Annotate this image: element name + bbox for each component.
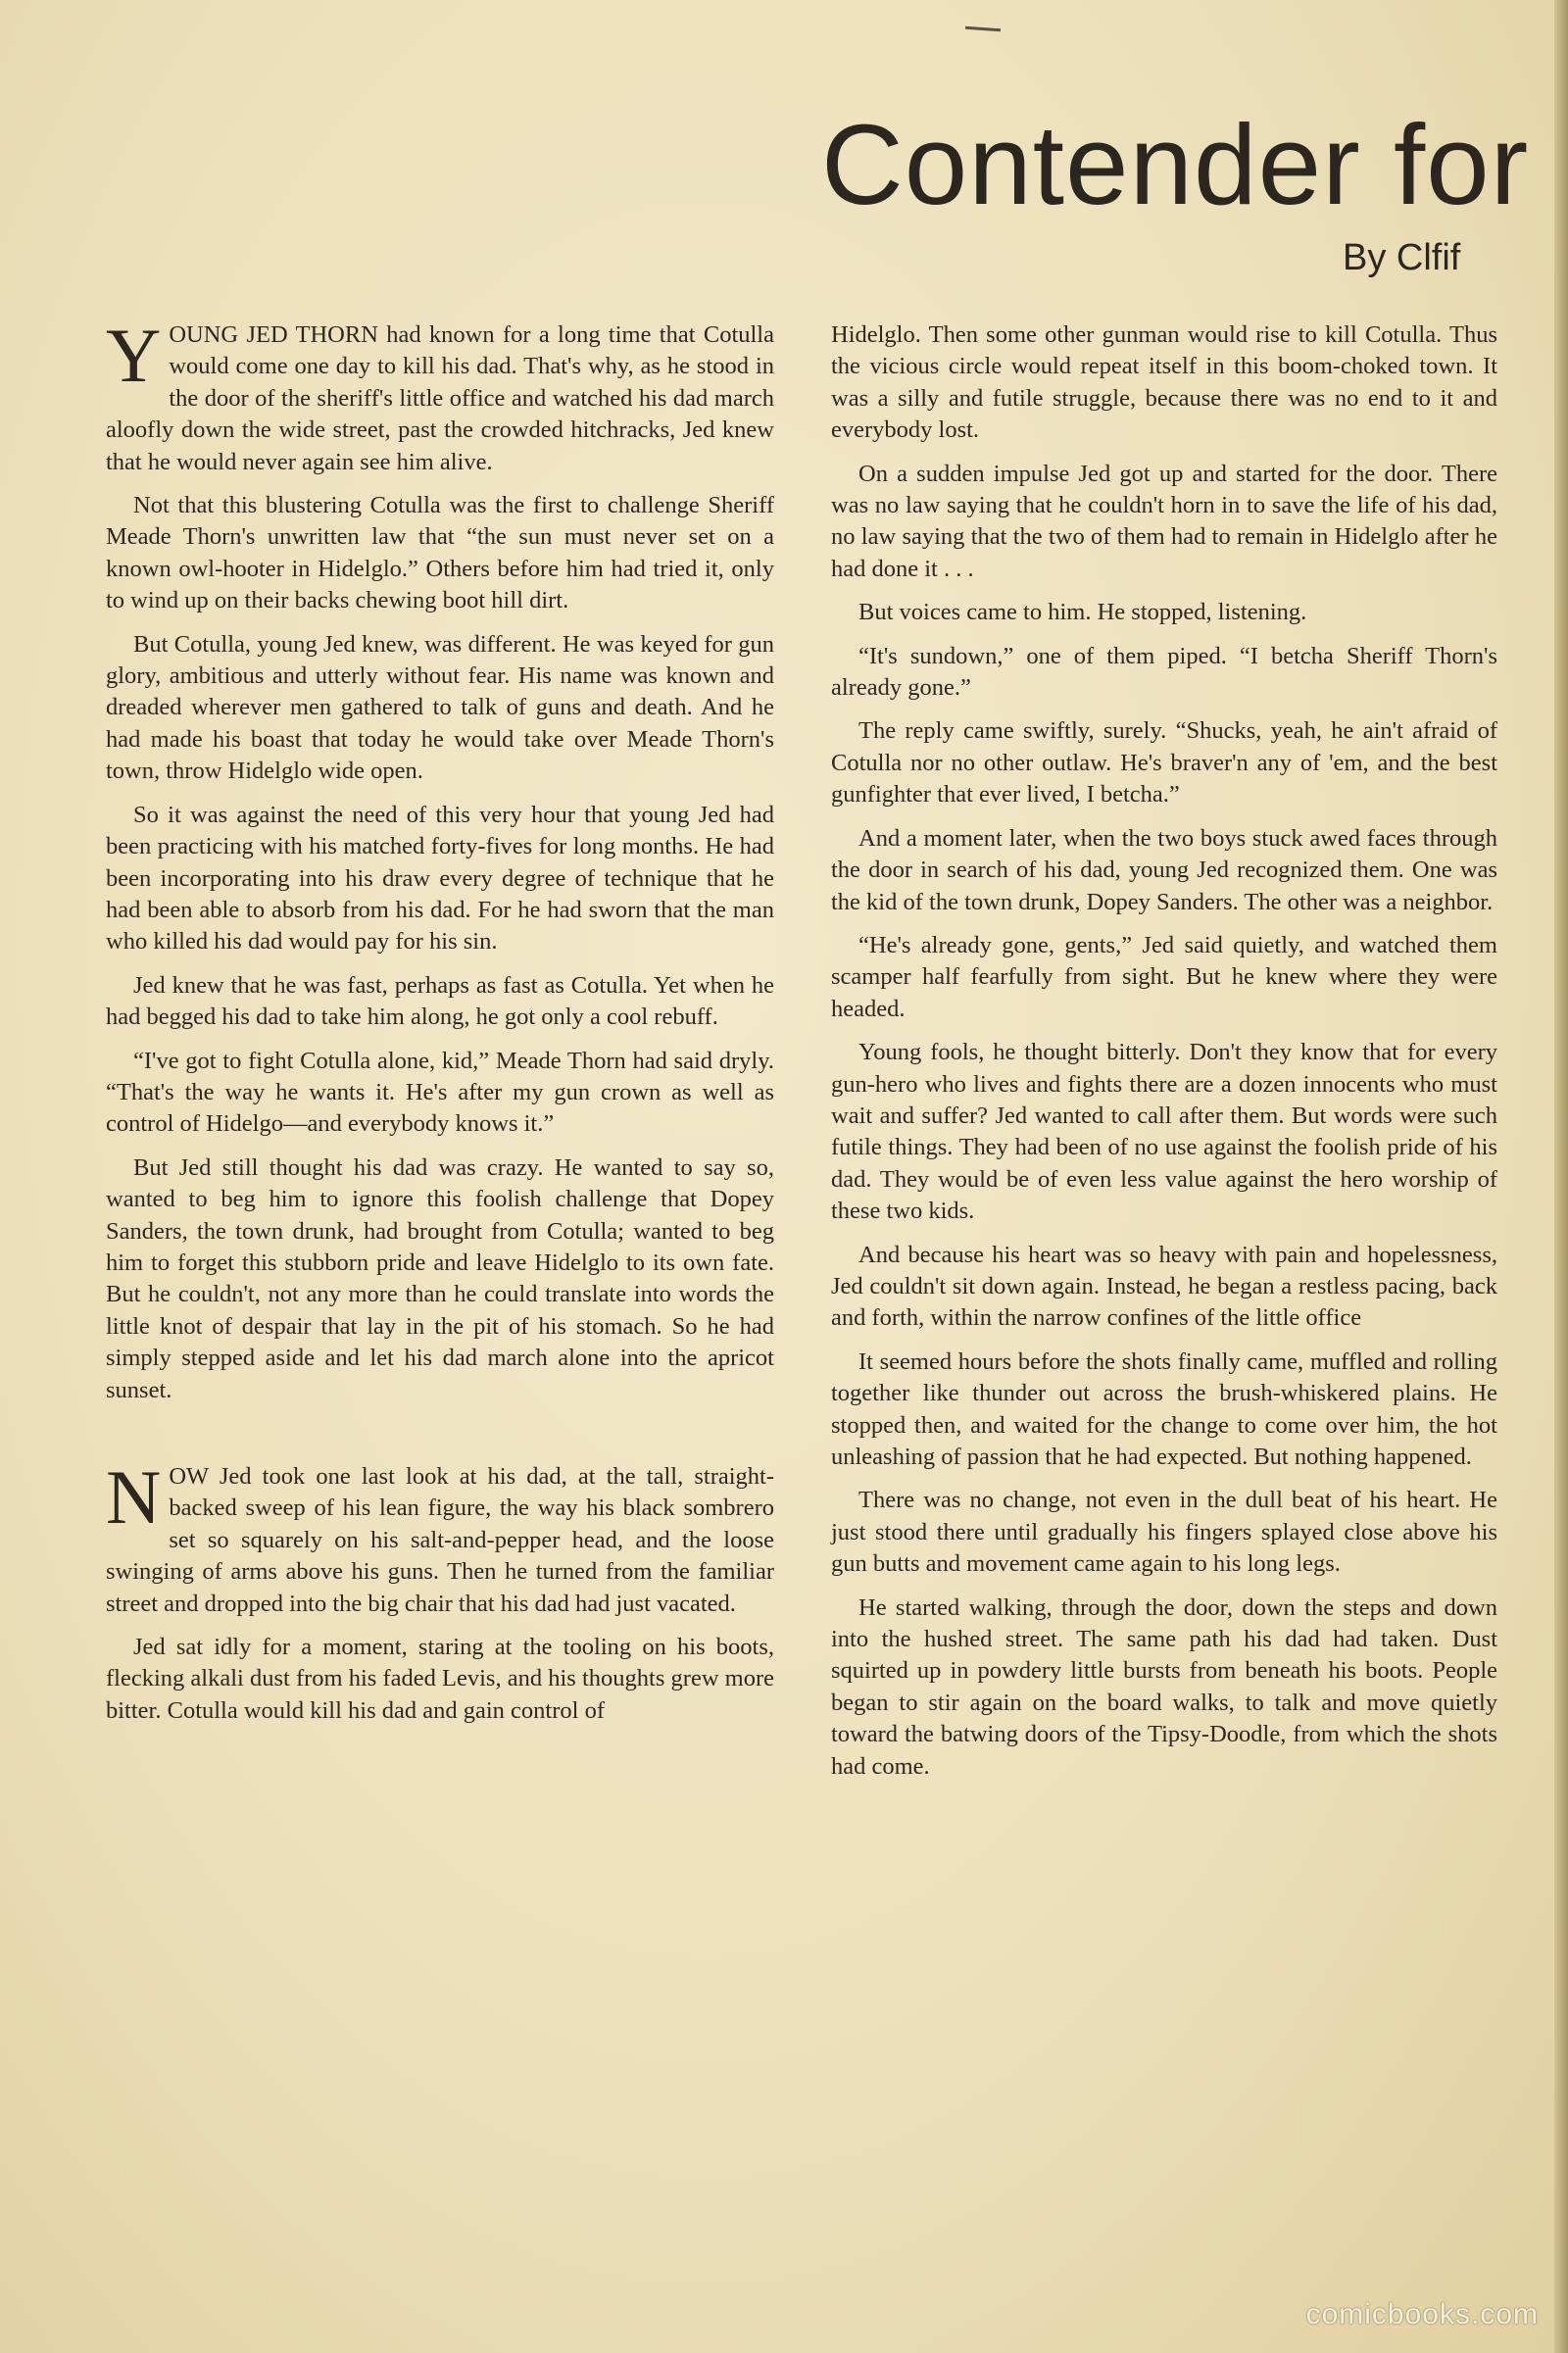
paragraph: But Cotulla, young Jed knew, was different. He was keyed for gun glory, ambitious and utterly without fear. His name was known and dreaded wherever men gathered to talk of guns and death. And he had made his boast that today he would take over Meade Thorn's town, throw Hidelglo wide open. <box>106 630 774 785</box>
paragraph: The reply came swiftly, surely. “Shucks, yeah, he ain't afraid of Cotulla nor no other outlaw. He's braver'n any of 'em, and the best gunfighter that ever lived, I betcha.” <box>831 717 1497 809</box>
paragraph: “I've got to fight Cotulla alone, kid,” Meade Thorn had said dryly. “That's the way he wants it. He's after my gun crown as well as control of Hidelgo—and everybody knows it.” <box>106 1047 774 1138</box>
paragraph: “It's sundown,” one of them piped. “I betcha Sheriff Thorn's already gone.” <box>831 642 1497 702</box>
drop-cap: Y <box>106 313 162 398</box>
stray-ink-mark <box>965 26 1001 32</box>
paragraph-text: OW Jed took one last look at his dad, at the tall, straight-backed sweep of his lean figure, the way his black sombrero set so squarely on his salt-and-pepper head, and the loose swinging of arms above his guns. Then he turned from the familiar street and dropped into the big chair that his dad had just vacated. <box>106 1463 774 1617</box>
author-byline: By Clfif <box>1343 237 1461 278</box>
paragraph: Jed sat idly for a moment, staring at the tooling on his boots, flecking alkali dust from his faded Levis, and his thoughts grew more bitter. Cotulla would kill his dad and gain control of <box>106 1634 774 1724</box>
paragraph-section-start <box>106 1454 774 1620</box>
left-text-column <box>106 313 774 1739</box>
paragraph: It seemed hours before the shots finally came, muffled and rolling together like thunder out across the brush-whiskered plains. He stopped then, and waited for the change to come over him, the hot unleashing of passion that he had expected. But nothing happened. <box>831 1348 1497 1470</box>
paragraph: But voices came to him. He stopped, listening. <box>858 599 1307 626</box>
paragraph: But Jed still thought his dad was crazy. He wanted to say so, wanted to beg him to ignore this foolish challenge that Dopey Sanders, the town drunk, had brought from Cotulla; wanted to beg him to forget this stubborn pride and leave Hidelglo to its own fate. But he couldn't, not any more than he could translate into words the little knot of despair that lay in the pit of his stomach. So he had simply stepped aside and let his dad march alone into the apricot sunset. <box>106 1153 774 1403</box>
paragraph: So it was against the need of this very hour that young Jed had been practicing with his matched forty-fives for long months. He had been incorporating into his draw every degree of technique that he had been able to absorb from his dad. For he had sworn that the man who killed his dad would pay for his sin. <box>106 801 774 956</box>
paragraph: Jed knew that he was fast, perhaps as fast as Cotulla. Yet when he had begged his dad to take him along, he got only a cool rebuff. <box>106 971 774 1031</box>
site-watermark: comicbooks.com <box>1305 2298 1539 2330</box>
page-spine-edge <box>1554 0 1568 2353</box>
drop-cap: N <box>106 1454 162 1540</box>
paragraph: Young fools, he thought bitterly. Don't they know that for every gun-hero who lives and fights there are a dozen innocents who must wait and suffer? Jed wanted to call after them. But words were such futile things. They had been of no use against the foolish pride of his dad. They would be of even less value against the hero worship of these two kids. <box>831 1039 1497 1225</box>
paragraph: On a sudden impulse Jed got up and started for the door. There was no law saying that he couldn't horn in to save the life of his dad, no law saying that the two of them had to remain in Hidelglo after he had done it . . . <box>831 460 1497 582</box>
paragraph: There was no change, not even in the dull beat of his heart. He just stood there until gradually his fingers splayed close above his gun butts and movement came again to his long legs. <box>831 1487 1497 1578</box>
paragraph: “He's already gone, gents,” Jed said quietly, and watched them scamper half fearfully from sight. But he knew where they were headed. <box>831 931 1497 1022</box>
story-title: Contender for <box>821 101 1530 228</box>
paragraph-text: OUNG JED THORN had known for a long time that Cotulla would come one day to kill his dad. That's why, as he stood in the door of the sheriff's little office and watched his dad march aloofly down the wide street, past the crowded hitchracks, Jed knew that he would never again see him alive. <box>106 321 774 475</box>
paragraph: He started walking, through the door, down the steps and down into the hushed street. The same path his dad had taken. Dust squirted up in powdery little bursts from beneath his boots. People began to stir again on the board walks, to talk and move quietly toward the batwing doors of the Tipsy-Doodle, from which the shots had come. <box>831 1593 1497 1780</box>
paragraph-continued: Hidelglo. Then some other gunman would rise to kill Cotulla. Thus the vicious circle would repeat itself in this boom-choked town. It was a silly and futile struggle, because there was no end to it and everybody lost. <box>831 321 1497 444</box>
right-text-column <box>831 319 1497 1794</box>
paragraph: Not that this blustering Cotulla was the first to challenge Sheriff Meade Thorn's unwritten law that “the sun must never set on a known owl-hooter in Hidelglo.” Others before him had tried it, only to wind up on their backs chewing boot hill dirt. <box>106 492 774 614</box>
paragraph-opening <box>106 313 774 478</box>
paragraph: And because his heart was so heavy with pain and hopelessness, Jed couldn't sit down again. Instead, he began a restless pacing, back and forth, within the narrow confines of the little office <box>831 1241 1497 1332</box>
paragraph: And a moment later, when the two boys stuck awed faces through the door in search of his dad, young Jed recognized them. One was the kid of the town drunk, Dopey Sanders. The other was a neighbor. <box>831 824 1497 915</box>
